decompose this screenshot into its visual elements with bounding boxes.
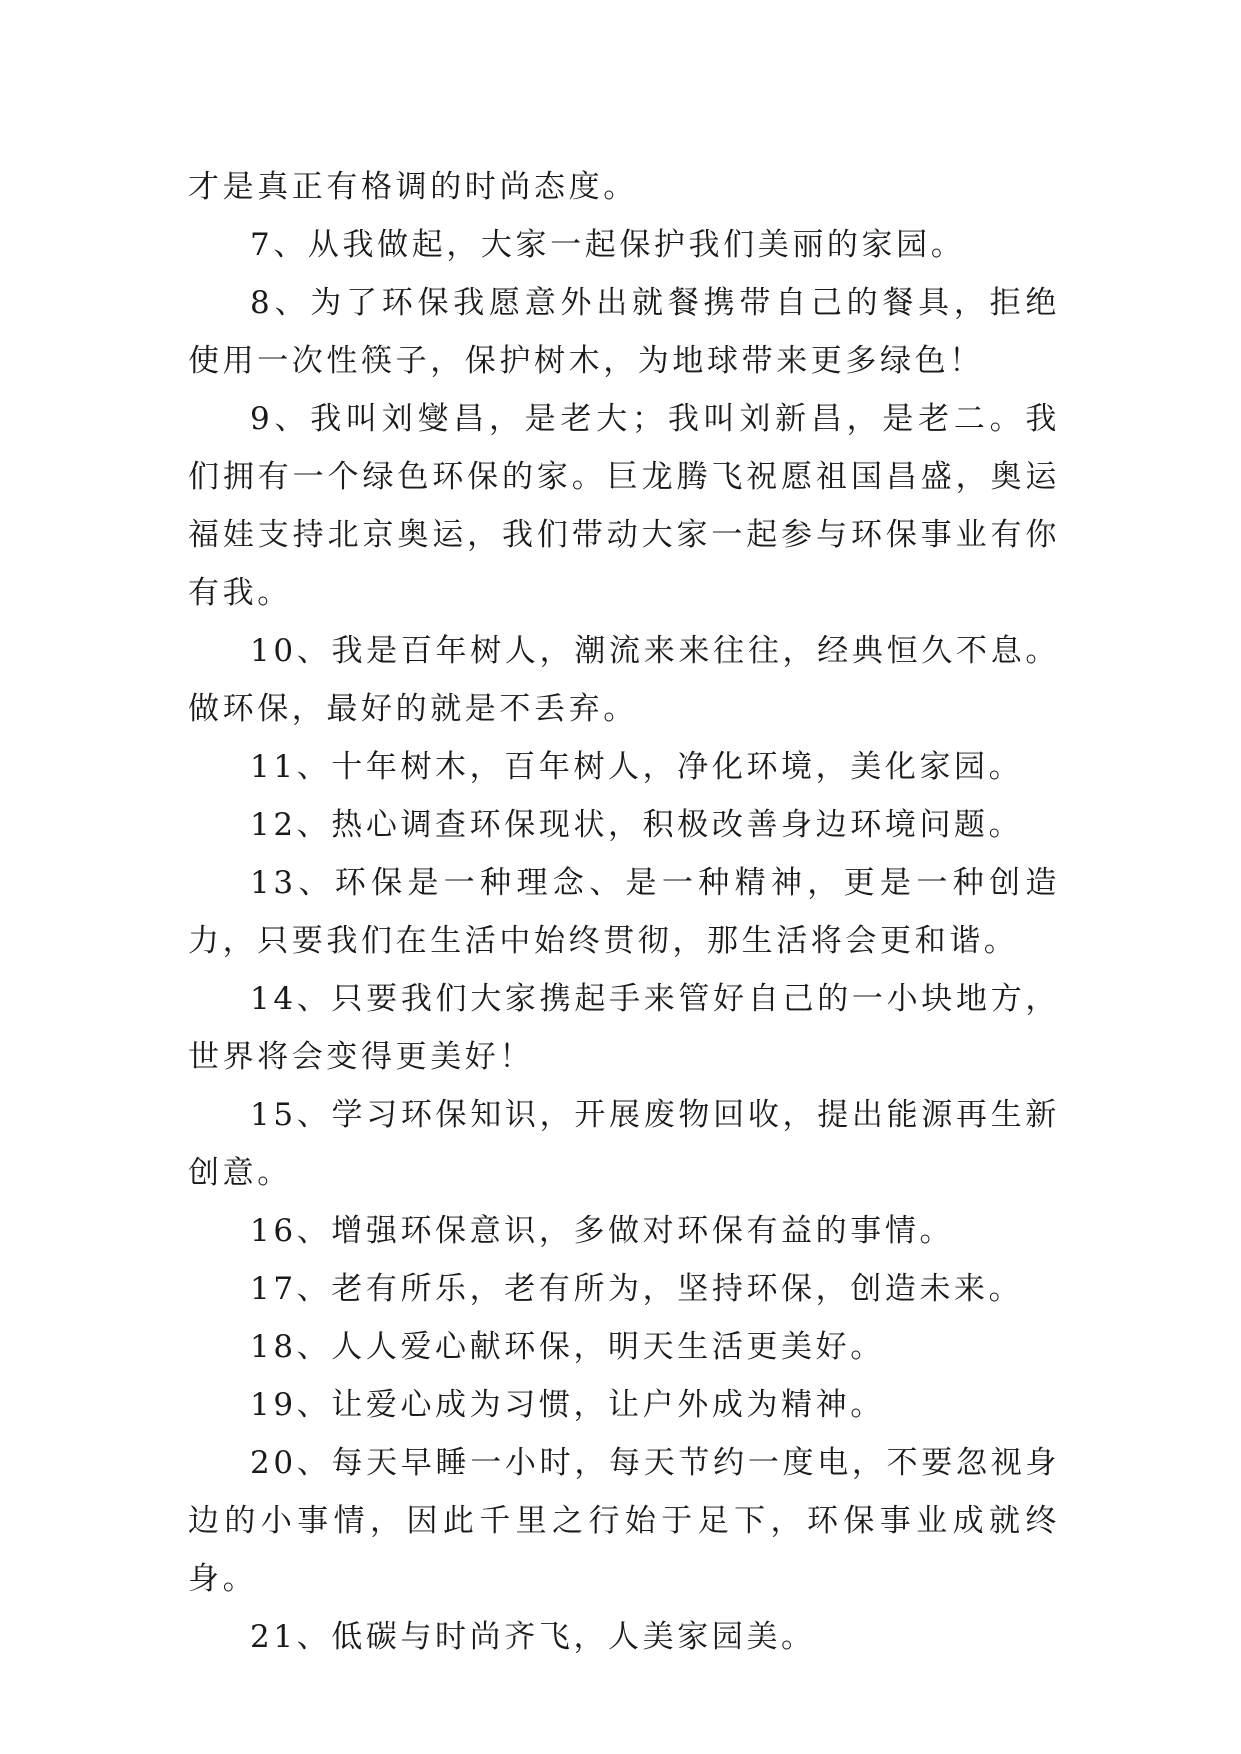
paragraph-item-19: 19、让爱心成为习惯，让户外成为精神。 [250, 1387, 885, 1423]
paragraph-item-16: 16、增强环保意识，多做对环保有益的事情。 [250, 1213, 955, 1249]
paragraph-item-15: 15、学习环保知识，开展废物回收，提出能源再生新创意。 [188, 1097, 1060, 1191]
paragraph-item-9: 9、我叫刘燮昌，是老大；我叫刘新昌，是老二。我们拥有一个绿色环保的家。巨龙腾飞祝愿祖国昌盛，奥运福娃支持北京奥运，我们带动大家一起参与环保事业有你有我。 [188, 401, 1060, 611]
paragraph-continuation: 才是真正有格调的时尚态度。 [188, 169, 638, 205]
paragraph-item-8: 8、为了环保我愿意外出就餐携带自己的餐具，拒绝使用一次性筷子，保护树木，为地球带来更多绿色！ [188, 285, 1060, 379]
paragraph-item-20: 20、每天早睡一小时，每天节约一度电，不要忽视身边的小事情，因此千里之行始于足下，环保事业成就终身。 [188, 1445, 1060, 1597]
paragraph-item-13: 13、环保是一种理念、是一种精神，更是一种创造力，只要我们在生活中始终贯彻，那生活将会更和谐。 [188, 865, 1060, 959]
paragraph-item-18: 18、人人爱心献环保，明天生活更美好。 [250, 1329, 885, 1365]
paragraph-item-12: 12、热心调查环保现状，积极改善身边环境问题。 [250, 807, 1024, 843]
paragraph-item-10: 10、我是百年树人，潮流来来往往，经典恒久不息。做环保，最好的就是不丢弃。 [188, 633, 1060, 727]
paragraph-item-17: 17、老有所乐，老有所为，坚持环保，创造未来。 [250, 1271, 1024, 1307]
paragraph-item-21: 21、低碳与时尚齐飞，人美家园美。 [250, 1619, 816, 1655]
paragraph-item-7: 7、从我做起，大家一起保护我们美丽的家园。 [250, 227, 966, 263]
paragraph-item-14: 14、只要我们大家携起手来管好自己的一小块地方，世界将会变得更美好！ [188, 981, 1060, 1075]
paragraph-item-11: 11、十年树木，百年树人，净化环境，美化家园。 [250, 749, 1024, 785]
document-body [188, 158, 1060, 1666]
